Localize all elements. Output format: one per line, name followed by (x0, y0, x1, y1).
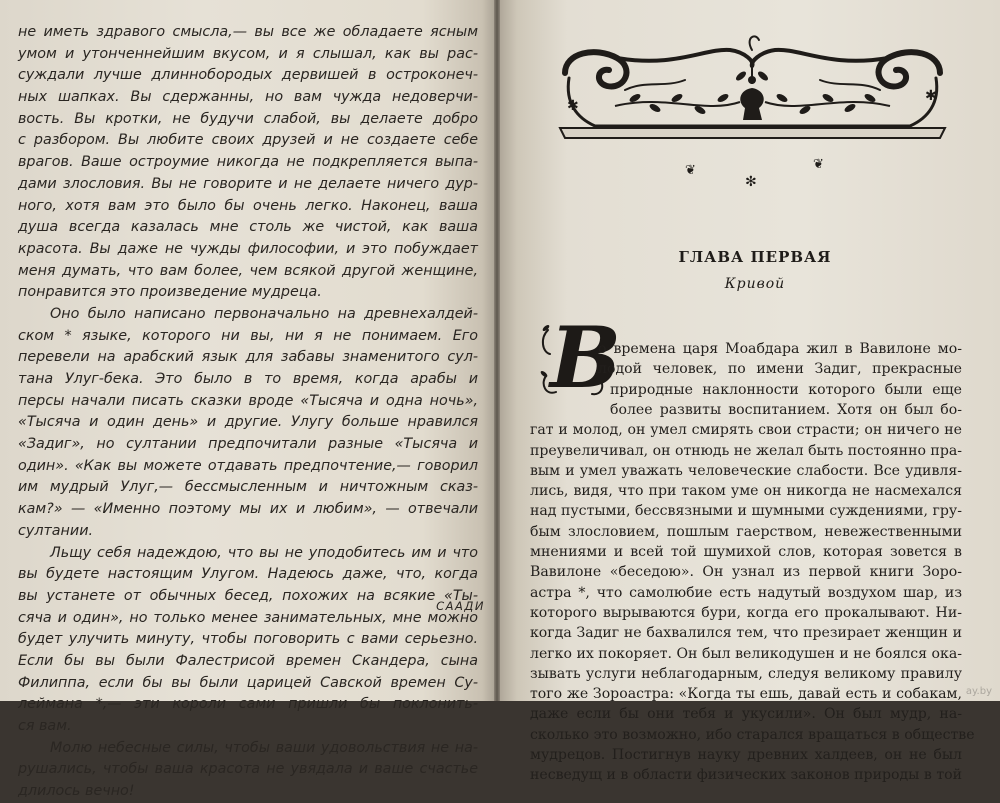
text-line: природные наклонности которого были еще (610, 381, 962, 398)
text-line: меня думать, что вам более, чем всякой другой женщине, (18, 262, 478, 279)
text-line: будет улучить минуту, чтобы поговорить с вами серьезно. (18, 631, 478, 648)
watermark: ay.by (965, 686, 992, 697)
text-line: Льщу себя надеждою, что вы не уподобитесь им и что (50, 544, 478, 561)
text-line: Если бы вы были Фалестрисой времен Скандера, сына (18, 652, 478, 669)
text-line: им мудрый Улуг,— бессмысленным и ничтожным сказ- (18, 479, 478, 496)
text-line: гат и молод, он умел смирять свои страсти; он ничего не (530, 422, 962, 439)
text-line: ных шапках. Вы сдержанны, но вам чужда недоверчи- (18, 89, 478, 106)
chapter-subtitle: Кривой (724, 276, 786, 292)
text-line: с разбором. Вы любите своих друзей и не создаете себе (18, 132, 478, 149)
text-line: более развиты воспитанием. Хотя он был бо- (610, 401, 962, 418)
text-line: умом и утонченнейшим вкусом, и я слышал, как вы рас- (18, 45, 478, 62)
left-page-text (18, 22, 478, 803)
svg-text:❦: ❦ (813, 157, 824, 172)
text-line: врагов. Ваше остроумие никогда не подкрепляется выпа- (18, 154, 478, 171)
text-line: тана Улуг-бека. Это было в то время, когда арабы и (18, 371, 478, 387)
author-signature: СААДИ (436, 599, 485, 613)
svg-text:✻: ✻ (745, 174, 757, 190)
text-line: персы начали писать сказки вроде «Тысяча и одна ночь», (18, 392, 478, 409)
text-line: лись, видя, что при таком уме он никогда не насмехался (530, 483, 962, 500)
text-line: Молю небесные силы, чтобы ваши удовольствия не на- (50, 739, 478, 756)
chapter-title: ГЛАВА ПЕРВАЯ (678, 248, 832, 266)
text-line: «Тысяча и один день» и другие. Улугу больше нравился (18, 414, 478, 431)
text-line: ском * языке, которого ни вы, ни я не понимаем. Его (18, 327, 478, 344)
chapter-headpiece-ornament (555, 28, 950, 198)
text-line: преувеличивал, он отнюдь не желал быть постоянно пра- (530, 442, 963, 459)
text-line: Филиппа, если бы вы были царицей Савской времен Су- (18, 674, 478, 691)
text-line: душа всегда казалась мне столь же чистой, как ваша (18, 219, 478, 236)
text-line: вость. Вы кротки, не будучи слабой, вы делаете добро (18, 110, 478, 127)
text-line: Оно было написано первоначально на древнехалдей- (50, 305, 478, 322)
text-line: Вавилоне «беседою». Он узнал из первой книги Зоро- (530, 564, 962, 581)
text-line: зывать услуги неблагодарным, следуя великому правилу (530, 665, 962, 682)
text-line: легко их покоряет. Он был великодушен и не боялся ока- (530, 645, 962, 662)
text-line: вым и умел уважать человеческие слабости. Все удивля- (530, 462, 962, 479)
text-line: даже если бы они тебя и укусили». Он был мудр, на- (530, 706, 962, 723)
text-line: перевели на арабский язык для забавы знаменитого сул- (18, 349, 478, 366)
text-line: понравится это произведение мудреца. (18, 284, 322, 301)
text-line: вы будете настоящим Улугом. Надеюсь даже, что, когда (18, 566, 478, 583)
text-line: того же Зороастра: «Когда ты ешь, давай есть и собакам, (530, 686, 962, 703)
text-line: сяча и один», но только менее занимательных, мне можно (18, 609, 478, 626)
text-line: несведущ и в области физических законов природы в той (530, 767, 962, 784)
text-line: которого вырываются бури, когда его прокалывают. Ни- (530, 604, 962, 621)
left-page (0, 0, 497, 800)
text-line: бым злословием, пошлым гаерством, невежественными (530, 523, 962, 540)
text-line: над пустыми, бессвязными и шумными суждениями, гру- (530, 503, 962, 520)
text-line: не иметь здравого смысла,— вы все же обладаете ясным (18, 24, 478, 40)
text-line: длилось вечно! (18, 783, 135, 800)
svg-text:✱: ✱ (925, 88, 937, 104)
svg-text:✱: ✱ (567, 98, 579, 114)
text-line: рушались, чтобы ваша красота не увядала и ваше счастье (18, 761, 478, 778)
text-line: ного, хотя вам это было бы очень легко. Наконец, ваша (18, 197, 478, 214)
text-line: дами злословия. Вы не говорите и не делаете ничего дур- (18, 175, 478, 192)
text-line: ся вам. (18, 718, 72, 734)
text-line: красота. Вы даже не чужды философии, и это побуждает (18, 240, 478, 257)
text-line: один». «Как вы можете отдавать предпочтение,— говорил (18, 457, 478, 474)
drop-cap-letter: В (550, 308, 621, 407)
text-line: мудрецов. Постигнув науку древних халдеев, он не был (530, 747, 962, 763)
text-line: мнениями и всей той шумихой слов, которая зовется в (530, 544, 962, 560)
book-gutter (494, 0, 500, 701)
text-line: астра *, что самолюбие есть надутый воздухом шар, из (530, 584, 962, 601)
text-line: вы устанете от обычных бесед, похожих на всякие «Ты- (18, 587, 478, 604)
text-line: о времена царя Моабдара жил в Вавилоне мо- (598, 341, 962, 357)
text-line: султании. (18, 522, 94, 539)
text-line: когда Задиг не бахвалился тем, что презирает женщин и (530, 625, 962, 642)
text-line: лодой человек, по имени Задиг, прекрасные (598, 361, 962, 378)
text-line: леймана *,— эти короли сами пришли бы поклонить- (18, 696, 478, 713)
text-line: суждали лучше длиннобородых дервишей в остроконеч- (18, 67, 478, 84)
text-line: «Задиг», но султании предпочитали разные «Тысяча и (18, 436, 478, 453)
text-line: кам?» — «Именно поэтому мы их и любим», — отвечали (18, 501, 478, 518)
svg-text:❦: ❦ (685, 163, 696, 178)
text-line: сколько это возможно, ибо старался вращаться в обществе (530, 726, 975, 743)
